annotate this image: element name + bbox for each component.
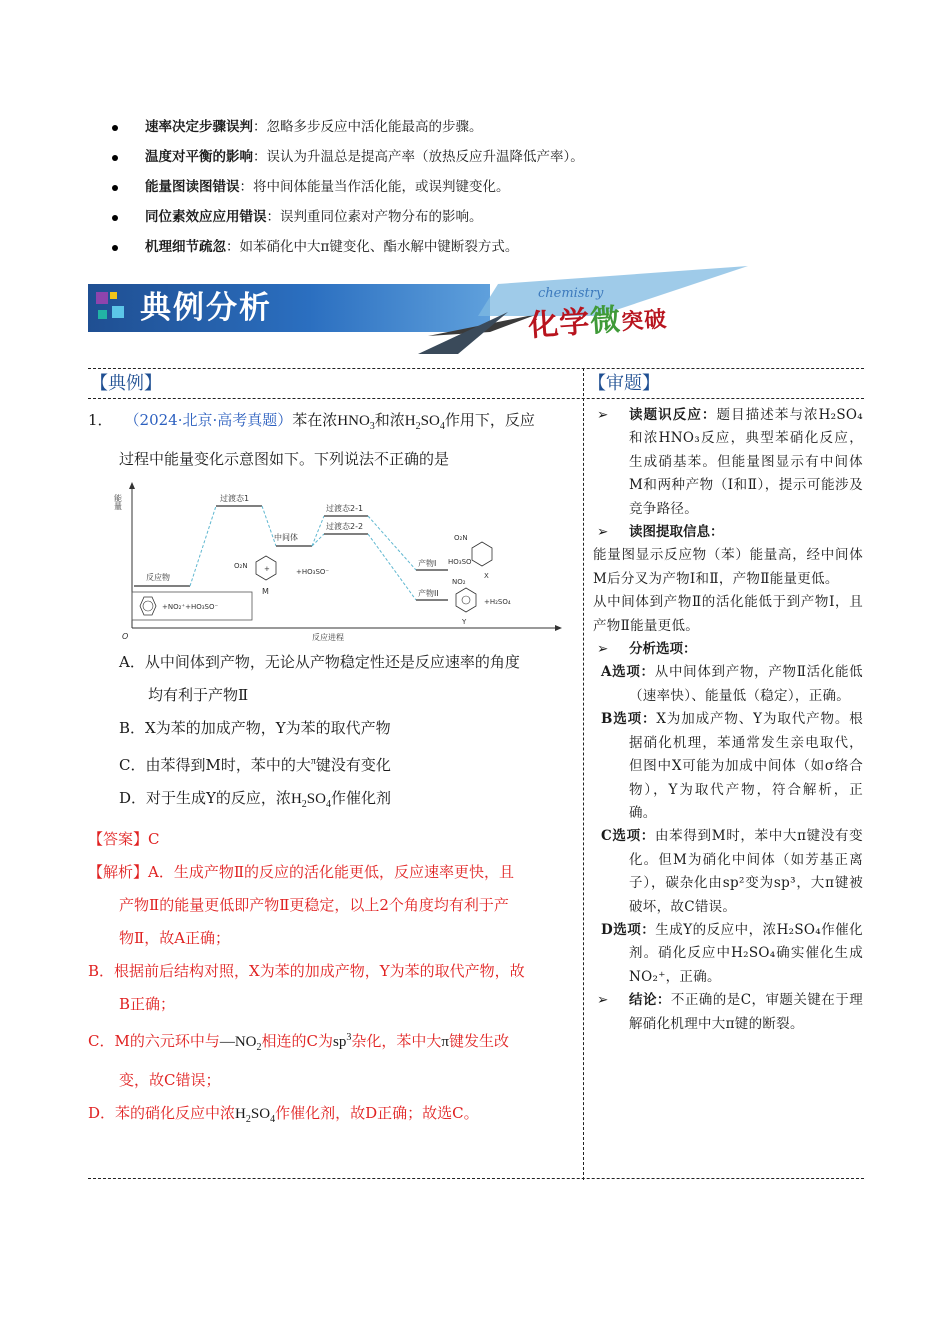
svg-text:O₂N: O₂N [454, 534, 468, 542]
section-banner [88, 284, 748, 354]
bullet-dot-icon [112, 125, 118, 131]
analysis-a-line-3: 物Ⅱ，故A正确； [119, 929, 231, 947]
bullet-dot-icon [112, 185, 118, 191]
banner-logo-subtitle: chemistry [538, 286, 604, 301]
formula-hno3: $HNO_3$ [337, 413, 375, 432]
review-option-a: A选项：从中间体到产物，产物Ⅱ活化能低（速率快）、能量低（稳定），正确。 [601, 664, 863, 704]
intermediate-label: 中间体 [274, 533, 298, 542]
option-c: C．由苯得到M时，苯中的大$^\pi$键没有变化 [119, 756, 391, 774]
analysis-d-line: D．苯的硝化反应中浓$H_2SO_4$作催化剂，故D正确；故选C。 [88, 1104, 479, 1125]
review-conclusion: ➢ 结论：不正确的是C，审题关键在于理解硝化机理中大π键的断裂。 [593, 989, 863, 1036]
analysis-a-line-2: 产物Ⅱ的能量更低即产物Ⅱ更稳定，以上2个角度均有利于产 [119, 896, 509, 914]
arrow-icon: ➢ [597, 524, 609, 541]
table-header-border [88, 398, 864, 399]
y-molecule-label: Y [462, 618, 467, 626]
banner-square-icon [98, 310, 107, 319]
origin-label: O [122, 632, 129, 641]
energy-diagram [113, 482, 566, 642]
svg-text:+HO₃SO⁻: +HO₃SO⁻ [296, 568, 330, 576]
table-top-border [88, 368, 864, 369]
review-column [593, 404, 863, 1036]
ts22-label: 过渡态2-2 [326, 522, 364, 531]
svg-text:NO₂: NO₂ [452, 578, 466, 586]
review-reading: ➢ 读题识反应：题目描述苯与浓H₂SO₄和浓HNO₃反应，典型苯硝化反应，生成硝基苯。但能量图显示有中间体M和两种产物（Ⅰ和Ⅱ），提示可能涉及竞争路径。 [593, 404, 863, 521]
example-column [88, 404, 578, 1136]
analysis-b-line-1: B．根据前后结构对照，X为苯的加成产物，Y为苯的取代产物，故 [88, 962, 525, 980]
svg-text:O₂N: O₂N [234, 562, 248, 570]
pitfall-list [112, 112, 872, 262]
review-figure-text: 能量图显示反应物（苯）能量高，经中间体M后分叉为产物Ⅰ和Ⅱ，产物Ⅱ能量更低。 [593, 547, 863, 587]
product2-label: 产物II [418, 589, 439, 598]
svg-text:+NO₂⁺+HO₃SO⁻: +NO₂⁺+HO₃SO⁻ [162, 603, 219, 611]
analysis-c-line-2: 变，故C错误； [119, 1071, 221, 1089]
review-figure: ➢ 读图提取信息： [593, 521, 863, 544]
option-a-line-2: 均有利于产物Ⅱ [148, 686, 249, 704]
list-item: 机理细节疏忽：如苯硝化中大π键变化、酯水解中键断裂方式。 [112, 232, 872, 262]
y-axis-label: 能量 [113, 494, 123, 510]
banner-square-icon [96, 292, 108, 304]
x-molecule-label: X [484, 572, 489, 580]
answer-line: 【答案】C [88, 830, 160, 848]
review-header: 【审题】 [588, 373, 660, 394]
question-line-1: 1． （2024·北京·高考真题）苯在浓$HNO_3$和浓$H_2SO_4$作用下，反应 [88, 411, 535, 432]
question-line-2: 过程中能量变化示意图如下。下列说法不正确的是 [119, 450, 450, 468]
x-axis-label: 反应进程 [312, 633, 344, 642]
review-option-c: C选项：由苯得到M时，苯中大π键没有变化。但M为硝化中间体（如芳基正离子），碳杂化由sp²变为sp³，大π键被破坏，故C错误。 [601, 828, 863, 915]
list-item: 同位素效应应用错误：误判重同位素对产物分布的影响。 [112, 202, 872, 232]
bullet-dot-icon [112, 245, 118, 251]
option-a-line-1: A．从中间体到产物，无论从产物稳定性还是反应速率的角度 [119, 653, 520, 671]
list-item: 速率决定步骤误判：忽略多步反应中活化能最高的步骤。 [112, 112, 872, 142]
option-d: D．对于生成Y的反应，浓$H_2SO_4$作催化剂 [119, 789, 391, 810]
banner-title: 典例分析 [140, 290, 272, 326]
arrow-icon: ➢ [597, 407, 609, 423]
reactant-label: 反应物 [146, 573, 170, 582]
svg-text:+H₂SO₄: +H₂SO₄ [484, 598, 511, 606]
column-divider [583, 368, 584, 1180]
bullet-dot-icon [112, 215, 118, 221]
product1-label: 产物I [418, 559, 437, 568]
banner-square-icon [112, 306, 124, 318]
option-b: B．X为苯的加成产物，Y为苯的取代产物 [119, 719, 391, 737]
analysis-a-line-1: 【解析】A．生成产物Ⅱ的反应的活化能更低，反应速率更快，且 [88, 863, 515, 881]
table-bottom-border [88, 1178, 864, 1179]
example-header: 【典例】 [90, 373, 162, 394]
list-item: 温度对平衡的影响：误认为升温总是提高产率（放热反应升温降低产率）。 [112, 142, 872, 172]
ts1-label: 过渡态1 [220, 494, 250, 503]
review-figure-text-2: 从中间体到产物Ⅱ的活化能低于到产物Ⅰ，且产物Ⅱ能量更低。 [593, 594, 863, 634]
list-item: 能量图读图错误：将中间体能量当作活化能，或误判键变化。 [112, 172, 872, 202]
m-label: M [262, 587, 269, 596]
banner-logo: 化学微突破 [527, 302, 669, 344]
svg-text:+: + [264, 565, 270, 573]
analysis-b-line-2: B正确； [119, 995, 176, 1013]
review-option-d: D选项：生成Y的反应中，浓H₂SO₄作催化剂。硝化反应中H₂SO₄确实催化生成NO₂⁺，正确。 [601, 921, 863, 985]
formula-h2so4: $H_2SO_4$ [404, 413, 445, 432]
arrow-icon: ➢ [597, 641, 609, 658]
review-option-b: B选项：X为加成产物、Y为取代产物。根据硝化机理，苯通常发生亲电取代，但图中X可能为加成中间体（如σ络合物），Y为取代产物，符合解析，正确。 [601, 711, 863, 821]
svg-text:HO₃SO: HO₃SO [448, 558, 472, 566]
analysis-c-line-1: C．M的六元环中与$—NO_2$相连的C为$sp^3$杂化，苯中大π键发生改 [88, 1032, 509, 1053]
arrow-icon: ➢ [597, 992, 609, 1009]
bullet-dot-icon [112, 155, 118, 161]
question-source: （2024·北京·高考真题） [124, 411, 293, 429]
review-options: ➢ 分析选项： [593, 638, 863, 661]
banner-square-icon [110, 292, 117, 299]
ts21-label: 过渡态2-1 [326, 504, 364, 513]
